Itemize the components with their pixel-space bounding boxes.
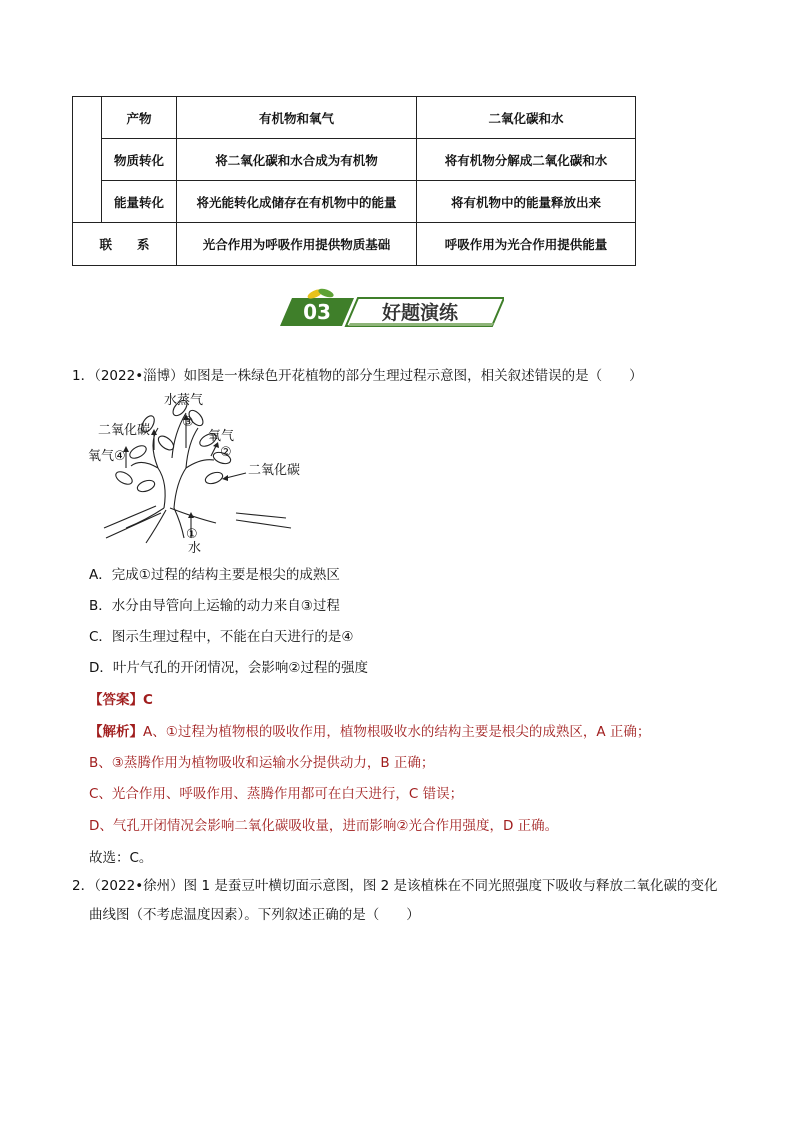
respiration-cell: 呼吸作用为光合作用提供能量	[417, 223, 636, 266]
option-c: C．图示生理过程中，不能在白天进行的是④	[89, 629, 354, 645]
leaf-icon	[136, 478, 156, 494]
label-co2-right: 二氧化碳	[248, 463, 301, 478]
photosynthesis-cell: 有机物和氧气	[177, 97, 417, 139]
row-label: 物质转化	[102, 139, 177, 181]
section-title: 好题演练	[381, 302, 459, 324]
photosynthesis-cell: 将二氧化碳和水合成为有机物	[177, 139, 417, 181]
table-row	[73, 97, 636, 139]
analysis-line-b: B、③蒸腾作用为植物吸收和运输水分提供动力，B 正确；	[89, 755, 435, 771]
label-water-vapor: 水蒸气	[164, 393, 204, 408]
analysis-line-c: C、光合作用、呼吸作用、蒸腾作用都可在白天进行，C 错误；	[89, 786, 464, 802]
table-row-link	[73, 223, 636, 266]
table-row	[73, 181, 636, 223]
label-oxygen-left: 氧气④	[88, 449, 126, 464]
photosynthesis-cell: 光合作用为呼吸作用提供物质基础	[177, 223, 417, 266]
photosynthesis-cell: 将光能转化成储存在有机物中的能量	[177, 181, 417, 223]
leaf-icon	[204, 470, 224, 486]
row-label: 能量转化	[102, 181, 177, 223]
leaf-icon	[128, 443, 149, 461]
option-a: A．完成①过程的结构主要是根尖的成熟区	[89, 567, 340, 583]
plant-diagram	[86, 388, 326, 554]
label-num-2: ②	[220, 445, 232, 460]
arrow-co2-right	[226, 473, 246, 478]
respiration-cell: 将有机物中的能量释放出来	[417, 181, 636, 223]
label-co2-top: 二氧化碳	[98, 423, 151, 438]
respiration-cell: 将有机物分解成二氧化碳和水	[417, 139, 636, 181]
question-2-line-2: 曲线图（不考虑温度因素）。下列叙述正确的是（ ）	[89, 907, 420, 923]
analysis-label: 【解析】	[89, 724, 143, 740]
option-b: B．水分由导管向上运输的动力来自③过程	[89, 598, 340, 614]
question-2-line-1: 2．（2022•徐州）图 1 是蚕豆叶横切面示意图，图 2 是该植株在不同光照强度下吸收与释放二氧化碳的变化	[72, 878, 718, 894]
question-1-text: 1．（2022•淄博）如图是一株绿色开花植物的部分生理过程示意图，相关叙述错误的是（ ）	[72, 368, 643, 384]
label-num-1: ①	[186, 527, 198, 542]
section-banner	[278, 288, 504, 328]
respiration-cell: 二氧化碳和水	[417, 97, 636, 139]
label-oxygen-right: 氧气	[208, 429, 235, 444]
row-label: 联 系	[73, 223, 177, 266]
analysis-text: A、①过程为植物根的吸收作用，植物根吸收水的结构主要是根尖的成熟区，A 正确；	[143, 724, 651, 740]
leaf-icon	[114, 469, 135, 487]
section-number: 03	[303, 300, 331, 324]
label-num-3: ③	[182, 415, 194, 430]
label-water: 水	[188, 541, 202, 554]
table-merged-cell	[73, 97, 102, 223]
comparison-table	[72, 96, 636, 266]
row-label: 产物	[102, 97, 177, 139]
analysis-line-a	[89, 720, 650, 740]
option-d: D．叶片气孔的开闭情况，会影响②过程的强度	[89, 660, 368, 676]
analysis-line-d: D、气孔开闭情况会影响二氧化碳吸收量，进而影响②光合作用强度，D 正确。	[89, 818, 559, 834]
table-row	[73, 139, 636, 181]
answer-label: 【答案】C	[89, 692, 153, 708]
trunk	[158, 468, 186, 508]
conclusion: 故选：C。	[89, 850, 153, 866]
